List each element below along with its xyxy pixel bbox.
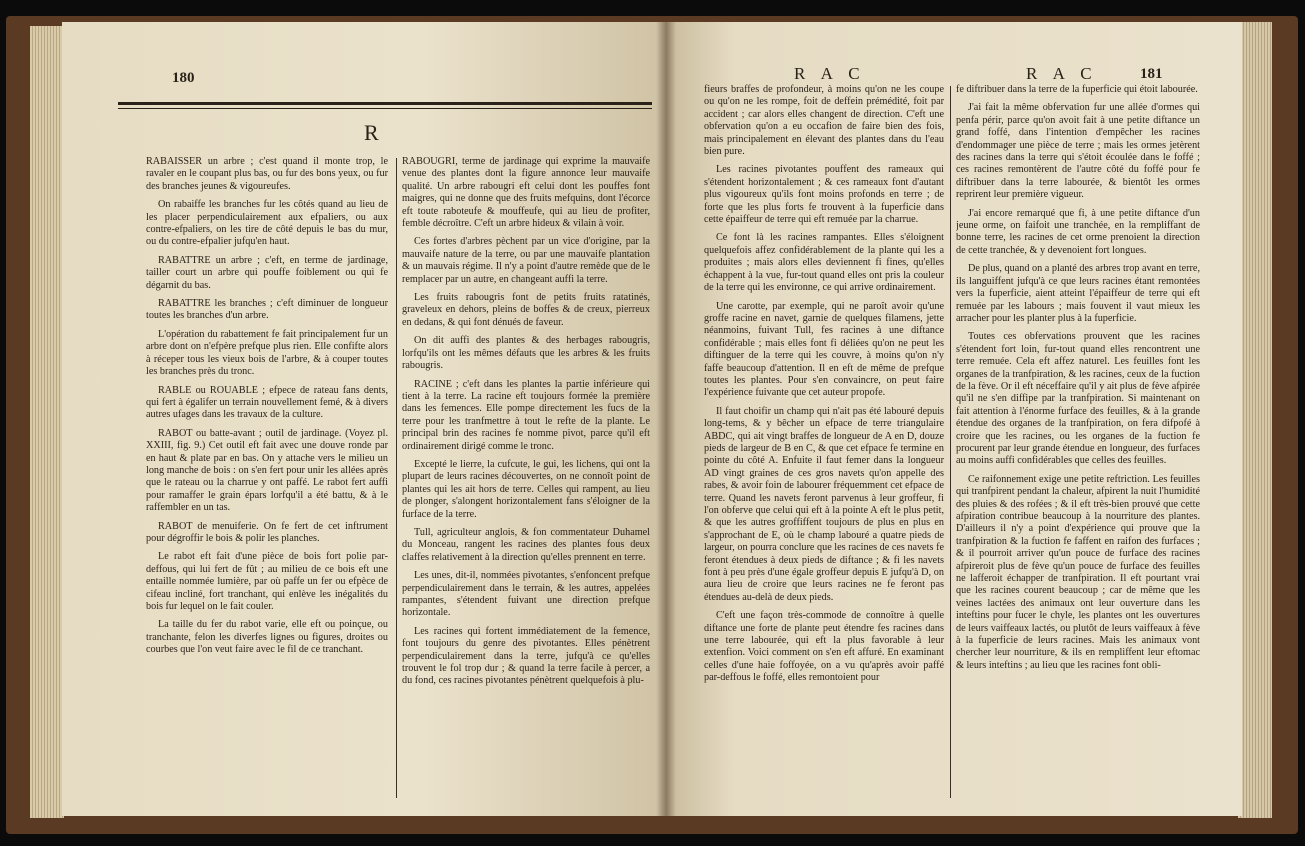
paragraph: J'ai fait la même obfervation fur une allée d'ormes qui penfa périr, parce qu'on avoit fait à une petite diftance un grand foffé, dans l'intention d'empêcher les racines d'endommager une pièce de terre ; mais les ormes jetèrent des racines dans la terre qui s'étoit écoulée dans le foffé ; ces racines remontèrent de l'autre côté du foffé pour fe diftribuer dans la terre labourée, & bientôt les ormes reprirent leur première vigueur.: [956, 102, 1200, 201]
paragraph: De plus, quand on a planté des arbres trop avant en terre, ils languiffent jufqu'à ce que leurs racines étant remontées vers la fuperficie, aient atteint l'épaiffeur de terre qui eft remuée par les labours ; mais fouvent il vaut mieux les arracher pour les planter plus à la fuperficie.: [956, 263, 1200, 324]
page-edges-right: [1238, 22, 1272, 818]
paragraph: Il faut choifir un champ qui n'ait pas été labouré depuis long-tems, & y bêcher un efpace de terre triangulaire ABDC, qui ait vingt braffes de longueur de A en D, douze pieds de largeur de B en C, & que cet efpace fe termine en pointe du côté A. Enfuite il faut femer dans la longueur AD vingt graines de ces gros navets qu'on appelle des rabes, & avoir foin de labourer fréquemment cet efpace de terre. Quand les navets feront parvenus à leur groffeur, fi l'on obferve que celui qui eft à la pointe A eft le plus petit, & que les autres groffiffent toujours de plus en plus en s'approchant de E, où le champ labouré a quatre pieds de largeur, on pourra conclure que les racines de ces navets fe feront étendues à deux pieds de diftance ; & fi les navets font à peu près d'une égale groffeur depuis E jufqu'à D, on aura lieu de croire que leurs racines ne fe feront pas étendues au-delà de deux pieds.: [704, 405, 944, 603]
paragraph: Ce raifonnement exige une petite reftriction. Les feuilles qui tranfpirent pendant la chaleur, afpirent la nuit l'humidité des pluies & des rofées ; & il eft très-bien prouvé que cette afpiration contribue beaucoup à la nourriture des plantes. D'ailleurs il n'y a point d'expérience qui prouve que la tranfpiration & la fuction fe faffent en raifon des furfaces ; & il pourroit arriver qu'un pouce de furface des racines afpireroit plus de fève qu'un pouce de furface des feuilles ne lafferoit échapper de tranfpiration. Il eft pourtant vrai que les racines courent beaucoup ; car de même que les veines lactées des animaux ont leur ouverture dans les inteftins pour fucer le chyle, les plantes ont les ouvertures de leurs vaiffeaux lactés, ou plutôt de leurs vaiffeaux à fève à la fuperficie de leurs racines. Mais les animaux vont chercher leur nourriture, & ils en rempliffent leur eftomac & leurs inteftins ; au lieu que les racines font obli-: [956, 473, 1200, 671]
right-page: [666, 22, 1242, 816]
page-number-left: 180: [172, 70, 195, 86]
running-head-right: R A C: [1026, 64, 1098, 83]
paragraph: RABOT ou batte-avant ; outil de jardinage. (Voyez pl. XXIII, fig. 9.) Cet outil eft fait avec une douve ronde par en haut & plate par en bas. On y attache vers le milieu un long manche de bois : on s'en fert pour unir les allées après que le rateau ou la charrue y ont paffé. Le rabot fert auffi pour ramaffer le grain épars lorfqu'il a été battu, & à le raffembler en un tas.: [146, 427, 388, 514]
paragraph: Les racines pivotantes pouffent des rameaux qui s'étendent horizontalement ; & ces rameaux font d'autant plus vigoureux qu'ils font moins profonds en terre ; de forte que les plus forts fe trouvent à la fuperficie dans cette épaiffeur de terre qui eft remuée par la charrue.: [704, 164, 944, 226]
column-divider: [396, 158, 397, 798]
right-column-2: [956, 84, 1200, 808]
column-divider: [950, 86, 951, 798]
paragraph: Les racines qui fortent immédiatement de la femence, font toujours du genre des pivotantes. Elles pénètrent perpendiculairement dans la terre, jufqu'à ce qu'elles trouvent le fol trop dur ; & quand la terre facile à percer, a du fond, ces racines pivotantes pénètrent quelquefois à plu-: [402, 625, 650, 687]
paragraph: Excepté le lierre, la cufcute, le gui, les lichens, qui ont la plupart de leurs racines découvertes, on ne connoît point de plantes qui les ait hors de terre. Celles qui rampent, au lieu de plonger, s'alongent horizontalement fans s'éloigner de la furface de la terre.: [402, 458, 650, 520]
left-page: [62, 22, 666, 816]
paragraph: fieurs braffes de profondeur, à moins qu'on ne les coupe ou qu'on ne les rompe, foit de deffein prémédité, foit par accident ; car alors elles changent de direction. C'eft une obfervation qu'on a eu occafion de faire bien des fois, mais principalement en élevant des plantes dans du l'eau bien pure.: [704, 84, 944, 158]
paragraph: RABATTRE un arbre ; c'eft, en terme de jardinage, tailler court un arbre qui pouffe foiblement ou qui fe dégarnit du bas.: [146, 254, 388, 291]
paragraph: Ce font là les racines rampantes. Elles s'éloignent quelquefois affez confidérablement de la plante qui les a produites ; mais alors elles deviennent fi fines, qu'elles échappent à la vue, fur-tout quand elles ont pris la couleur de la terre qui les environne, ce qui arrive ordinairement.: [704, 232, 944, 294]
paragraph: RABOT de menuiferie. On fe fert de cet inftrument pour dégroffir le bois & polir les planches.: [146, 520, 388, 544]
paragraph: Tull, agriculteur anglois, & fon commentateur Duhamel du Monceau, rangent les racines des plantes fous deux claffes relativement à la direction qu'elles prennent en terre.: [402, 526, 650, 563]
paragraph: La taille du fer du rabot varie, elle eft ou poinçue, ou tranchante, felon les diverfes lignes ou figures, droites ou courbes que l'on veut faire avec le fil de ce tranchant.: [146, 619, 388, 656]
left-column-2: [402, 156, 650, 808]
paragraph: On dit auffi des plantes & des herbages rabougris, lorfqu'ils ont les mêmes défauts que les arbres & les fruits rabougris.: [402, 335, 650, 372]
paragraph: RABLE ou ROUABLE ; efpece de rateau fans dents, qui fert à égalifer un terrain nouvellement femé, & à divers autres ufages dans les travaux de la culture.: [146, 384, 388, 421]
paragraph: RABOUGRI, terme de jardinage qui exprime la mauvaife venue des plantes dont la figure annonce leur mauvaife qualité. Un arbre rabougri eft celui dont les pouffes font maigres, qui ne donne que des fruits mefquins, dont l'écorce eft toute raboteufe & mouffeufe, qui au lieu de profiter, femble décroître. C'eft un arbre hideux & vilain à voir.: [402, 156, 650, 230]
paragraph: Toutes ces obfervations prouvent que les racines s'étendent fort loin, fur-tout quand elles rencontrent une terre remuée. Cela eft affez naturel. Les feuilles font les organes de la tranfpiration, & les racines, ceux de la fuction de la fève. Or il eft néceffaire qu'il y ait plus de fève afpirée qu'il ne s'en diffipe par la tranfpiration. Si maintenant on fait attention à l'énorme furface des feuilles, & à la grande étendue des organes de la tranfpiration, on fera difpofé à croire que les racines, ou les organes de la fuction fe procurent par leur grande étendue en longueur, des furfaces au moins auffi confidérables que celles des feuilles.: [956, 331, 1200, 467]
section-letter: R: [364, 120, 379, 145]
paragraph: L'opération du rabattement fe fait principalement fur un arbre dont on n'efpère prefque plus rien. Elle confifte alors à réceper tous les vieux bois de l'arbre, & à couper toutes les branches près du tronc.: [146, 328, 388, 378]
paragraph: Les fruits rabougris font de petits fruits ratatinés, graveleux en dehors, pleins de boffes & de creux, pierreux en dedans, & qui font dénués de faveur.: [402, 292, 650, 328]
paragraph: Une carotte, par exemple, qui ne paroît avoir qu'une groffe racine en navet, garnie de quelques filamens, jette néanmoins, fuivant Tull, fes racines à une diftance confidérable ; mais elles font fi déliées qu'on ne peut les diftinguer de la terre qui les couvre, à moins qu'on n'y faffe beaucoup d'attention. Il en eft de même de prefque toutes les plantes. Pour s'en convaincre, on peut faire l'expérience fuivante que cet auteur propofe.: [704, 300, 944, 399]
page-number-right: 181: [1140, 66, 1163, 82]
paragraph: J'ai encore remarqué que fi, à une petite diftance d'un jeune orme, on faifoit une tranchée, en la rempliffant de bonne terre, les racines de cet orme prenoient la direction de cette tranchée, & y devenoient fort longues.: [956, 207, 1200, 256]
paragraph: fe diftribuer dans la terre de la fuperficie qui étoit labourée.: [956, 84, 1198, 95]
paragraph: On rabaiffe les branches fur les côtés quand au lieu de les placer perpendiculairement aux efpaliers, ou aux contre-efpaliers, on les tire de côté depuis le bas du mur, ou du contre-efpalier jufqu'en haut.: [146, 199, 388, 248]
right-column-1: [704, 84, 944, 808]
paragraph: C'eft une façon très-commode de connoître à quelle diftance une forte de plante peut étendre fes racines dans une terre labourée, qui eft la plus favorable à leur extenfion. Voici comment on s'en eft affuré. En examinant celles d'une haie foffoyée, on a vu qu'après avoir paffé par-deffous le foffé, elles remontoient pour: [704, 610, 944, 684]
paragraph: RABAISSER un arbre ; c'est quand il monte trop, le ravaler en le coupant plus bas, ou fur des bons yeux, ou fur des branches jeunes & vigoureufes.: [146, 156, 388, 192]
header-rule-thick: [118, 102, 652, 105]
paragraph: RABATTRE les branches ; c'eft diminuer de longueur toutes les branches d'un arbre.: [146, 298, 388, 322]
running-head-left: R A C: [794, 64, 866, 83]
book-gutter: [656, 22, 676, 816]
paragraph: RACINE ; c'eft dans les plantes la partie inférieure qui tient à la terre. La racine eft toujours formée la première dans les femences. Elle pompe directement les fucs de la terre pour les tranfmettre à tout le refte de la plante. Le principal brin des racines fe nomme pivot, parce qu'il eft ordinairement dirigé comme le tronc.: [402, 378, 650, 452]
left-column-1: [146, 156, 388, 808]
page-edges-left: [30, 26, 64, 818]
header-rule-thin: [118, 108, 652, 109]
paragraph: Les unes, dit-il, nommées pivotantes, s'enfoncent prefque perpendiculairement dans le terrain, & les autres, appelées rampantes, s'étendent fuivant une direction prefque horizontale.: [402, 570, 650, 619]
paragraph: Ces fortes d'arbres pèchent par un vice d'origine, par la mauvaife nature de la terre, ou par une mauvaife plantation & un mauvais régime. Il n'y a point d'autre remède que de le remplacer par un autre, en changeant auffi la terre.: [402, 236, 650, 285]
paragraph: Le rabot eft fait d'une pièce de bois fort polie par-deffous, qui lui fert de fût ; au milieu de ce bois eft une entaille nommée lumière, par où paffe un fer ou efpèce de cifeau incliné, fort tranchant, qui enlève les inégalités du bois fur lequel on le fait couler.: [146, 551, 388, 612]
